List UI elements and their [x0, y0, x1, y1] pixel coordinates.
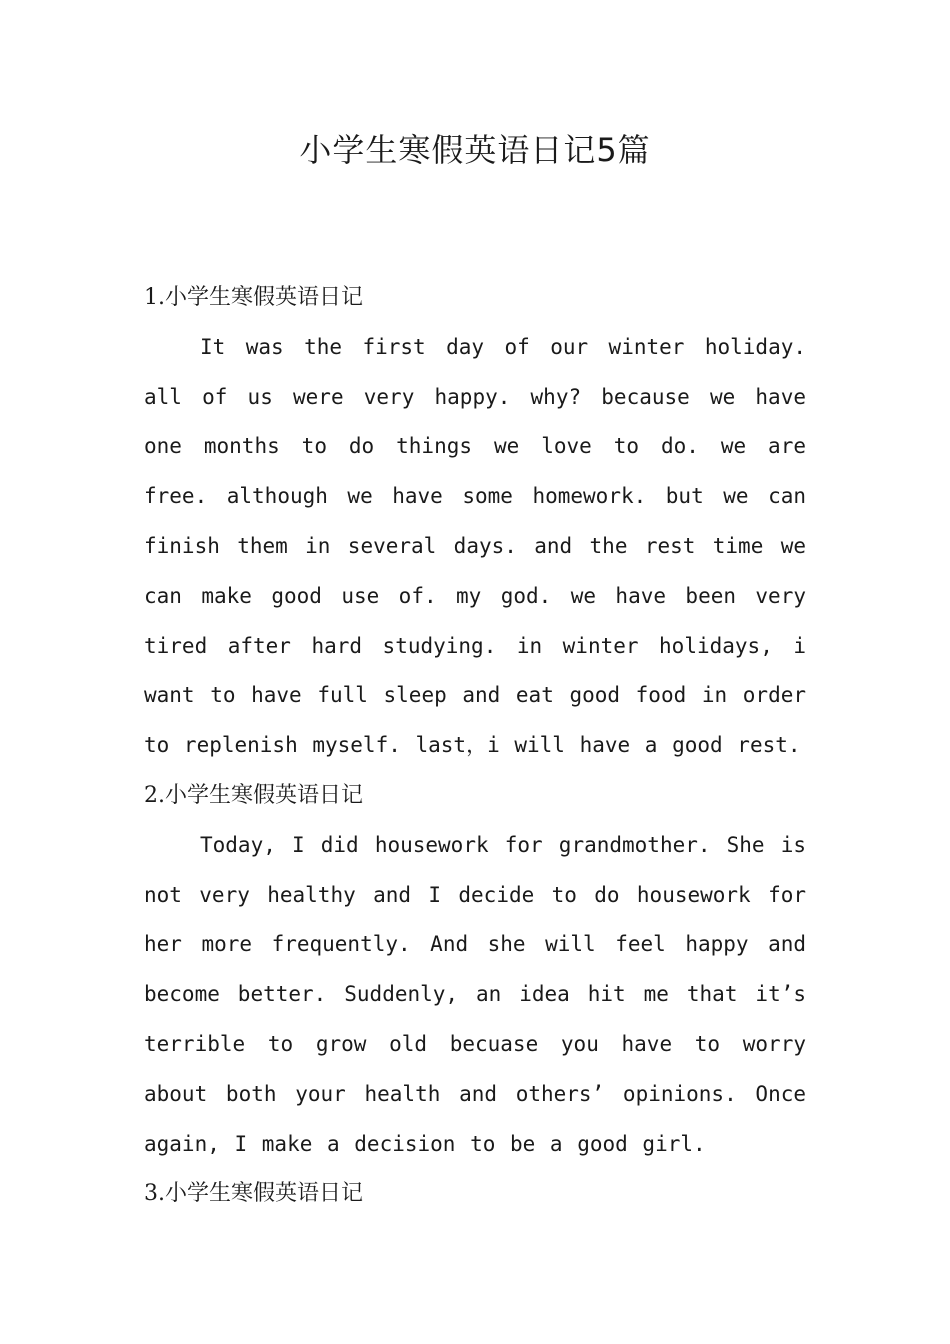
document-body	[144, 273, 806, 1219]
section-heading: 2.小学生寒假英语日记	[144, 782, 363, 808]
page-title: 小学生寒假英语日记5篇	[299, 131, 651, 169]
section-heading: 3.小学生寒假英语日记	[144, 1181, 363, 1207]
section-paragraph: Today, I did housework for grandmother. She is not very healthy and I decide to do housework for her more frequently. And she will feel happy and become better. Suddenly, an idea hit me that it’s terrible to grow old becuase you have to worry about both your health and others’ opinions. Once again, I make a decision to be a good girl.	[144, 832, 806, 1156]
section-heading: 1.小学生寒假英语日记	[144, 285, 363, 310]
diary-section-2	[144, 771, 806, 1169]
diary-section-1	[144, 273, 806, 771]
diary-section-3	[144, 1169, 806, 1219]
section-paragraph: It was the first day of our winter holiday. all of us were very happy. why? because we have one months to do things we love to do. we are free. although we have some homework. but we can finish them in several days. and the rest time we can make good use of. my god. we have been very tired after hard studying. in winter holidays, i want to have full sleep and eat good food in order to replenish myself. last，i will have a good rest.	[144, 334, 806, 758]
